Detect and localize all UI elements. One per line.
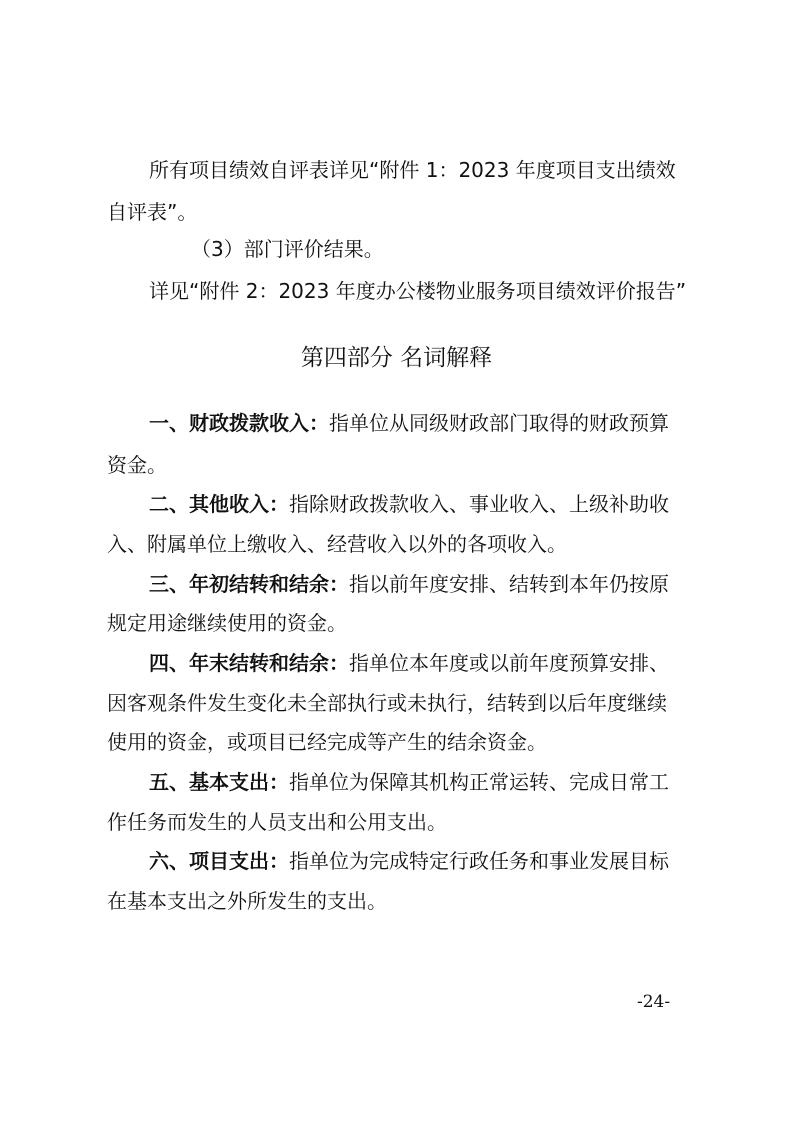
intro-line-1: 所有项目绩效自评表详见“附件 1：2023 年度项目支出绩效	[149, 158, 676, 182]
definition-term: 三、年初结转和结余：	[149, 572, 349, 596]
definition-text: 指单位为保障其机构正常运转、完成日常工	[289, 770, 669, 794]
intro-line-2: 自评表”。	[107, 200, 198, 224]
definition-5-line-1	[149, 769, 669, 795]
definition-2-line-2: 入、附属单位上缴收入、经营收入以外的各项收入。	[107, 532, 567, 556]
definition-text: 指以前年度安排、结转到本年仍按原	[349, 572, 669, 596]
definition-text: 指单位本年度或以前年度预算安排、	[349, 651, 669, 675]
definition-1-line-2: 资金。	[107, 453, 167, 477]
definition-6-line-1	[149, 848, 669, 874]
definition-term: 二、其他收入：	[149, 492, 289, 516]
definition-6-line-2: 在基本支出之外所发生的支出。	[107, 889, 387, 913]
definition-term: 六、项目支出：	[149, 849, 289, 873]
definition-4-line-2: 因客观条件发生变化未全部执行或未执行，结转到以后年度继续	[107, 691, 667, 715]
definition-term: 五、基本支出：	[149, 770, 289, 794]
definition-text: 指单位为完成特定行政任务和事业发展目标	[289, 849, 669, 873]
definition-text: 指除财政拨款收入、事业收入、上级补助收	[289, 492, 669, 516]
definition-3-line-2: 规定用途继续使用的资金。	[107, 611, 347, 635]
intro-line-4: 详见“附件 2：2023 年度办公楼物业服务项目绩效评价报告”	[149, 279, 687, 303]
definition-3-line-1	[149, 571, 669, 597]
definition-5-line-2: 作任务而发生的人员支出和公用支出。	[107, 810, 447, 834]
definition-term: 四、年末结转和结余：	[149, 651, 349, 675]
definition-1-line-1	[149, 410, 669, 436]
section-title: 第四部分 名词解释	[300, 345, 493, 371]
page-number: -24-	[637, 992, 671, 1012]
definition-text: 指单位从同级财政部门取得的财政预算	[329, 411, 669, 435]
definition-2-line-1	[149, 491, 669, 517]
definition-4-line-1	[149, 650, 669, 676]
definition-term: 一、财政拨款收入：	[149, 411, 329, 435]
intro-line-3: （3）部门评价结果。	[191, 237, 384, 261]
definition-4-line-3: 使用的资金，或项目已经完成等产生的结余资金。	[107, 730, 547, 754]
